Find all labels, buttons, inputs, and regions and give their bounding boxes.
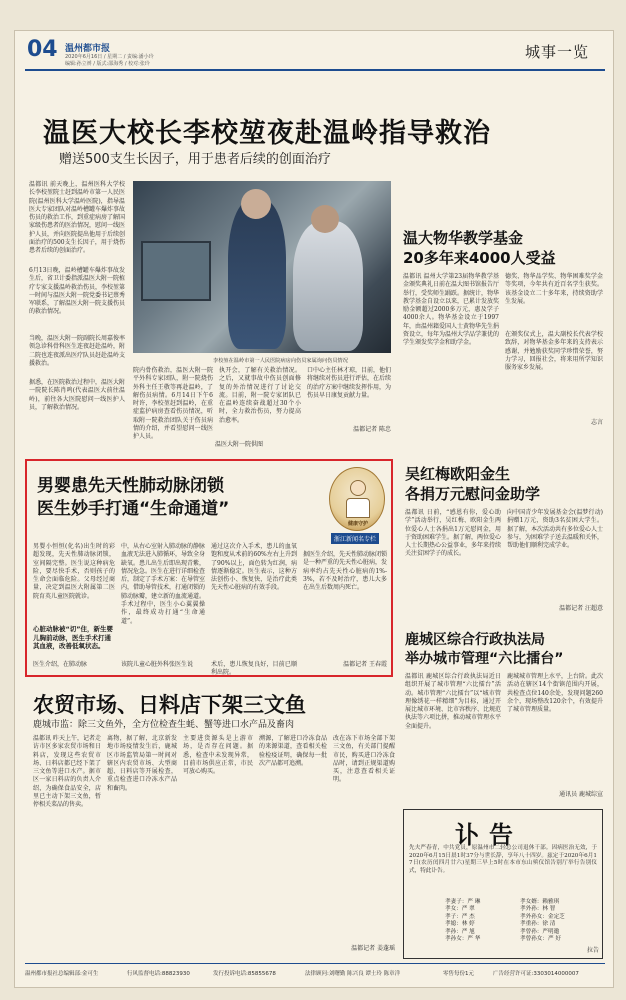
story2-headline-2: 20多年来4000人受益 xyxy=(403,249,556,267)
story1-col1-para4: 据悉，在医院救治过程中，温医大附一院院长陈肖鸣(代表温医大前往温岭)，前往各大医院慰问一线医护人员，了解救治情况。 xyxy=(29,379,126,411)
obituary-mourner: 孝外孙：林 智 xyxy=(520,906,556,913)
photo-monitor xyxy=(141,241,211,301)
obituary-mourner: 孝女：严 翠 xyxy=(445,906,475,913)
story2-col1: 温都讯 温州大学第23届物华教学基金颁奖典礼日前在温大图书馆报告厅举行，受奖师生踊跃。据统计，物华教学基金自设立以来，已累计发放奖励金额超过2000多万元，惠及学子4000余人。物华基金设立于1997年，由温州籍爱国人士黄物华先生捐资设立，每年为温州大学品学兼优的学生颁发奖学金和助学金。 xyxy=(403,273,500,347)
obituary-mourner: 孝子：严 杰 xyxy=(445,913,475,920)
editors-line: 编辑:孙立赟 / 版式:邵海秀 / 校对:张玲 xyxy=(65,61,150,67)
cartoon-coat xyxy=(346,498,370,518)
footer-address: 温州都市报社总编辑部:金可生 xyxy=(25,971,99,977)
story6-col1: 温都讯 昨天上午，记者走访市区多家农贸市场和日料店，发现这些农贸市场、日料店都已经下架了三文鱼等进口水产。据市区一家日料店的负责人介绍，为确保食品安全，店里已主动下架三文鱼，暂停相关菜品的售卖。 xyxy=(33,735,101,809)
footer-dist-phone: 发行投诉电话:85855678 xyxy=(213,971,276,977)
story2-col2: 德奖、物华品学奖、物华困难奖学金等奖项，今年共有近百名学生获奖。该基金设立二十多年来，持续资助学生发展。 xyxy=(505,273,603,305)
story3-col1-end: 医生介绍，在肺动脉 xyxy=(33,661,88,668)
obituary-mourner-row xyxy=(445,936,595,943)
paper-name: 温州都市报 xyxy=(65,44,111,54)
story6-col2: 离物，据了解，北京新发地市场疫情发生后，鹿城区市场监管局第一时间对辖区内农贸市场、大型商超、日料店等开展检查，重点检查进口冷冻水产品和畜肉。 xyxy=(107,735,177,792)
story3-col2-end: 该院儿童心脏外科张医生说 xyxy=(121,661,194,668)
story4-col2: 向中国青少年发展基金会(温梦行动)捐赠1万元，资助3名贫困大学生。据了解，本次活动共有多位爱心人士参与，为困难学子送去温暖和关怀，帮助他们顺利完成学业。 xyxy=(507,509,604,550)
story3-col3: 通过这次介入手术，患儿的血氧饱和度从术前的60%左右上升到了90%以上，面色转为红润，病情逐渐稳定。医生表示，这种方法创伤小、恢复快，是治疗此类先天性心脏病的有效手段。 xyxy=(211,543,297,592)
footer-price: 零售每份1元 xyxy=(443,971,474,977)
story1-photo xyxy=(133,181,391,353)
obituary-mourner: 孝女婿：赖雅琪 xyxy=(520,899,560,905)
story1-col1-para1: 温都讯 前天晚上，温州医科大学校长李校堃院士赶到温岭市第一人民医院(温州医科大学温岭医院)，指导温医大专家团队对温岭槽罐车爆炸事故伤员的救治工作，到重症病房了解国家级伤患者的医治情况，慰问一线医护人员，并向医院提出他用于后续创面治疗的500支生长因子，用于烧伤患者后续的创面治疗。 xyxy=(29,181,126,255)
story4-headline-2: 各捐万元慰问金助学 xyxy=(405,485,541,503)
obituary-mourner: 孝妻子：严 琳 xyxy=(445,899,481,905)
story6-col3: 主要进货源头是上游市场，是否存在问题。据悉，检查中未发现异常，目前市场供应正常，市民可放心购买。 xyxy=(183,735,253,776)
story2-col2b: 在颁奖仪式上，温大副校长代表学校致辞，对物华基金多年来的支持表示感谢，并勉励获奖同学珍惜荣誉，努力学习，回报社会，将来用所学知识服务家乡发展。 xyxy=(505,331,603,372)
story4-col1: 温都讯 日前，“感恩有你，爱心助学”活动举行，吴红梅、欧阳金生两位爱心人士各捐出1万元慰问金，用于资助困难学生。据了解，两位爱心人士长期热心公益事业，多年来持续关注贫困学子的成长。 xyxy=(405,509,502,558)
obituary-mourner: 孝重孙：徐 清 xyxy=(520,921,556,928)
story5-col1: 温都讯 鹿城区综合行政执法局近日组织开展了城市管理“六比擂台”活动。城市管理“六比擂台”以“城市管理像绣花一样精细”为目标，通过开展比城市环境、比市容秩序、比规范执法等六项比拼，推动城市管理水平全面提升。 xyxy=(405,673,502,730)
footer-legal: 法律顾问:刘曙勤 陈兴良 谭士玲 陈章洋 xyxy=(305,971,401,977)
obituary-mourner-row xyxy=(445,921,595,928)
obituary-mourner-row xyxy=(445,929,595,936)
story1-col2: 院内骨伤救治，温医大附一院平外科专家团队，附一院烧伤外科主任王敬等再赴温岭，了解伤员病情。6月14日下午6时许，李校堃赶到温岭，在重症监护病房查看伤员情况，听取附一院救治团队关于伤员病情的介绍，并看望慰问一线医护人员。 xyxy=(133,367,213,441)
photo-figure-head xyxy=(241,189,271,219)
story6-subhead: 鹿城市监：除三文鱼外，全方位检查生蚝、蟹等进口水产品及畜肉 xyxy=(33,720,295,730)
photo-figure-center xyxy=(228,199,286,349)
obituary-mourner: 孝曾孙：严明邀 xyxy=(520,928,560,935)
story1-photo-credit: 温医大附一院供图 xyxy=(215,441,264,448)
story5-headline-2: 举办城市管理“六比擂台” xyxy=(405,651,564,667)
date-line: 2020年6月16日 / 星期二 / 责编:潘小玲 xyxy=(65,54,154,60)
obituary-mourner-row xyxy=(445,906,595,913)
story2-headline-1: 温大物华教学基金 xyxy=(403,229,524,247)
obituary-body: 先夫严春青，中共党员，原温州市二轻总公司退休干部。因病医治无效，于2020年6月15日晨1时37分与世长辞，享年八十四岁。兹定于2020年6月17日(农历闰四月廿六)星期三早上5时在本市东山殡仪馆告别厅举行告别仪式，特此讣告。 xyxy=(409,845,597,874)
story6-headline: 农贸市场、日料店下架三文鱼 xyxy=(33,693,306,717)
story3-col3-end: 术后，患儿恢复良好，目前已顺利出院。 xyxy=(211,661,297,677)
story5-col2: 鹿城城市管理上水平，上台阶。此次活动在辖区14个街镇范围内开展，共检查点位140余处，发现问题260余个，现场整改120余个，有效提升了城市管理质量。 xyxy=(507,673,604,714)
obituary-mourner: 孝孙女：严 华 xyxy=(445,936,481,943)
story3-headline-2: 医生妙手打通“生命通道” xyxy=(37,499,230,519)
newspaper-page xyxy=(14,30,614,988)
story1-col1-para3: 当晚，温医大附一院副院长周嘉俊率领急诊科骨科医生连夜赶赴温岭，附二院也连夜派出医疗队员赶赴温岭支援救治。 xyxy=(29,335,126,367)
footer-rule xyxy=(25,963,605,964)
section-title: 城事一览 xyxy=(525,43,590,61)
story1-subhead: 赠送500支生长因子，用于患者后续的创面治疗 xyxy=(59,152,331,167)
story4-byline: 温都记者 汪超意 xyxy=(559,605,603,612)
story6-byline: 温都记者 姜蓬瑶 xyxy=(351,945,395,952)
story3-pullquote: 心脏动脉被“切”住，新生婴儿胸前动脉，医生手术打通其血液，改善低氧状态。 xyxy=(33,625,114,650)
obituary-title: 讣告 xyxy=(455,820,523,849)
obituary-mourner: 孝曾孙女：严 好 xyxy=(520,936,561,943)
story3-column-badge: 浙江新闻名专栏 xyxy=(331,533,379,544)
story1-headline: 温医大校长李校堃夜赴温岭指导救治 xyxy=(43,118,491,149)
story1-col1-para2: 6月13日晚，温岭槽罐车爆炸事故发生后，省卫计委指派温医大附一院植疗专家支援温岭救治伤员，李校堃第一时间与温医大附一院党委书记蔡秀军联系，了解温医大附一院支援伤员的救治情况。 xyxy=(29,267,126,316)
obituary-mourner: 孝媳：林 婷 xyxy=(445,921,475,928)
story6-col4: 溯源，了解进口冷冻食品的来源渠道，查看相关检验检疫证明，确保每一批次产品都可追溯。 xyxy=(259,735,327,767)
obituary-mourner: 孝外孙女：金定芝 xyxy=(520,913,565,920)
footer-license: 广告经营许可证:3303014000007 xyxy=(493,971,579,977)
obituary-sign: 拉告 xyxy=(586,947,599,954)
story3-cartoon-doctor xyxy=(329,467,385,531)
story2-byline: 志言 xyxy=(590,419,603,426)
story1-photo-caption: 李校堃在温岭市第一人民医院病房向伤员家属询问伤员情况 xyxy=(213,358,348,364)
page-number: 04 xyxy=(27,37,58,62)
photo-figure-right-head xyxy=(311,205,339,233)
story6-col5: 改在冻下市场全部下架三文鱼，有关部门提醒市民，购买进口冷冻食品时，请到正规渠道购买，注意查看相关证明。 xyxy=(333,735,395,784)
story1-byline: 温都记者 陈忠 xyxy=(353,426,391,433)
header-rule xyxy=(25,69,605,71)
photo-figure-right xyxy=(293,221,363,351)
story3-col1: 男婴小恒恒(化名)出生时的彩超发现，先天性肺动脉闭锁，室间隔完整。医生说这种病危险，要尽快手术，否则孩子的生命会面临危险。父母经过商量，决定到温医大附属第二医院育英儿童医院就诊。 xyxy=(33,543,115,600)
obituary-mourner-list xyxy=(445,899,595,943)
story1-col4: 口中心主任林才琼，目前，他们将继续对伤员进行评估，在后续的治疗方案中继续发挥作用，为伤员早日康复贡献力量。 xyxy=(307,367,392,399)
footer-ad-phone: 行风监督电话:88823930 xyxy=(127,971,190,977)
story1-col3: 执开会，了解有关救治情况。之后，又就事故中伤员创面修复的外治情况进行了讨论交流。目前，附一院专家团队已在温岭连续奋战超过30个小时，全力救治伤员，努力提高治愈率。 xyxy=(219,367,301,424)
story3-headline-1: 男婴患先天性肺动脉闭锁 xyxy=(37,476,224,496)
story3-col2: 中，从右心室射入肺动脉的静脉血液无法进入肺循环，导致全身缺氧。患儿出生后即出现青紫，情况危急。医生在进行详细检查后，制定了手术方案：在导管室内，借助导管技术，打通闭锁的肺动脉瓣，建立新的血流通道。手术过程中，医生小心翼翼操作，最终成功打通“生命通道”。 xyxy=(121,543,206,625)
story5-headline-1: 鹿城区综合行政执法局 xyxy=(405,632,545,648)
obituary-mourner: 孝孙：严 旭 xyxy=(445,928,475,935)
story3-byline: 温都记者 王春霞 xyxy=(343,661,387,668)
cartoon-face xyxy=(350,480,366,496)
cartoon-label: 健康守护 xyxy=(347,521,368,527)
story4-headline-1: 吴红梅欧阳金生 xyxy=(405,465,511,483)
story5-byline: 通讯员 鹿城综宣 xyxy=(559,791,603,798)
story3-col4: 据医生介绍，先天性肺动脉闭锁是一种严重的先天性心脏病，发病率约占先天性心脏病的1%-3%，若不及时治疗，患儿大多在出生后数周内死亡。 xyxy=(303,551,388,592)
